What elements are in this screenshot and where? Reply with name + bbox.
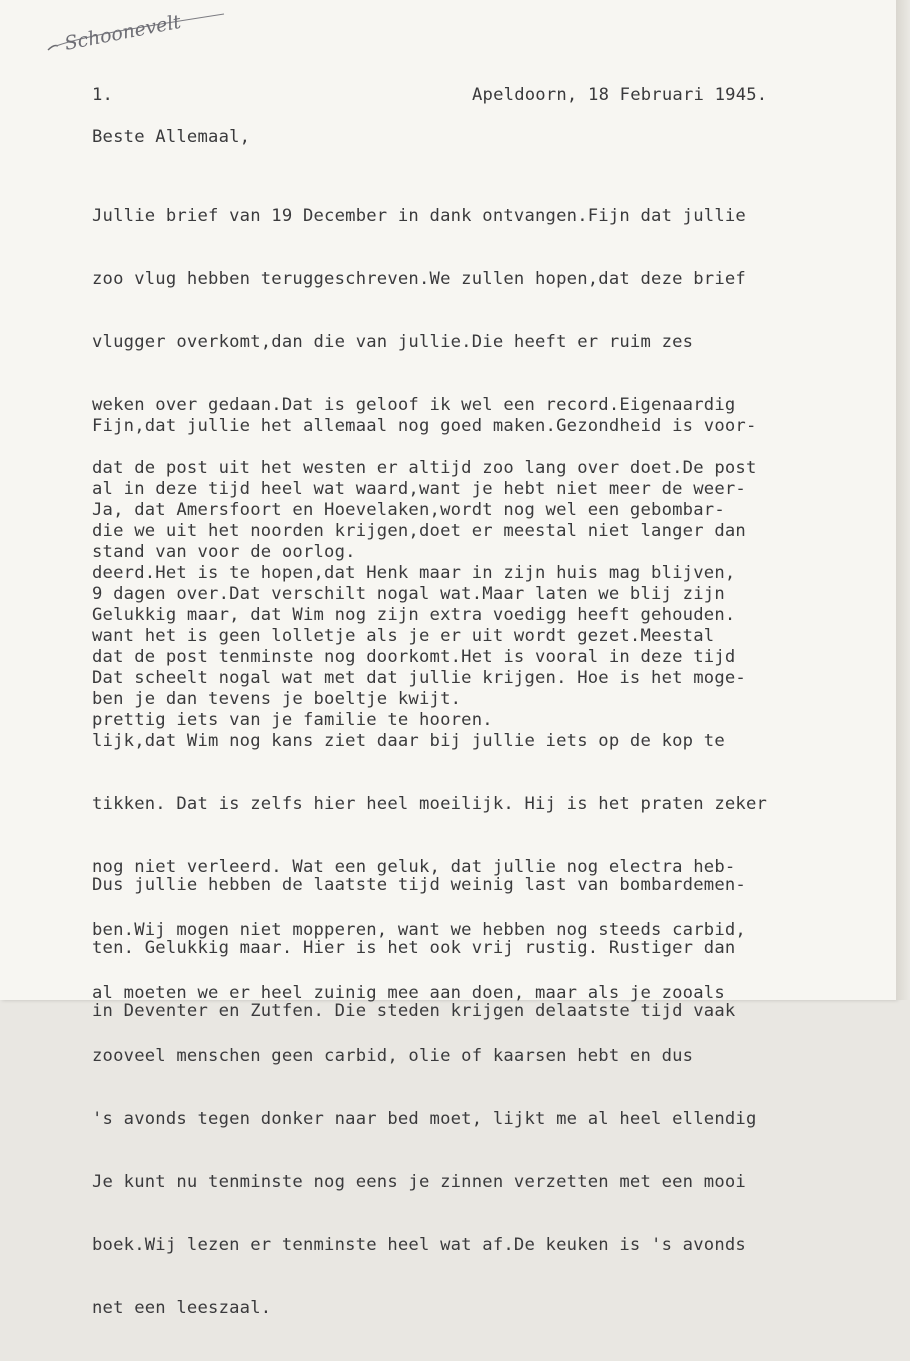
text-line: Je kunt nu tenminste nog eens je zinnen verzetten met een mooi bbox=[92, 1172, 746, 1192]
pencil-annotation bbox=[44, 6, 244, 67]
text-line: net een leeszaal. bbox=[92, 1298, 272, 1318]
text-line: lijk,dat Wim nog kans ziet daar bij jullie iets op de kop te bbox=[92, 731, 725, 751]
text-line: die we uit het noorden krijgen,doet er meestal niet langer dan bbox=[92, 521, 746, 541]
text-line: Ja, dat Amersfoort en Hoevelaken,wordt nog wel een gebombar- bbox=[92, 500, 725, 520]
text-line: ben.Wij mogen niet mopperen, want we hebben nog steeds carbid, bbox=[92, 920, 746, 940]
salutation: Beste Allemaal, bbox=[92, 127, 251, 147]
text-line: in Deventer en Zutfen. Die steden krijgen delaatste tijd vaak bbox=[92, 1001, 736, 1021]
text-line: want het is geen lolletje als je er uit wordt gezet.Meestal bbox=[92, 626, 715, 646]
text-line: ben je dan tevens je boeltje kwijt. bbox=[92, 689, 462, 709]
text-line: 9 dagen over.Dat verschilt nogal wat.Maar laten we blij zijn bbox=[92, 584, 725, 604]
text-line: 's avonds tegen donker naar bed moet, lijkt me al heel ellendig bbox=[92, 1109, 757, 1129]
place-date: Apeldoorn, 18 Februari 1945. bbox=[472, 85, 768, 105]
page-number: 1. bbox=[92, 85, 114, 105]
text-line: dat de post uit het westen er altijd zoo lang over doet.De post bbox=[92, 458, 757, 478]
pencil-signature-drawing bbox=[44, 6, 244, 62]
text-line: tikken. Dat is zelfs hier heel moeilijk. Hij is het praten zeker bbox=[92, 794, 768, 814]
text-line: zooveel menschen geen carbid, olie of kaarsen hebt en dus bbox=[92, 1046, 694, 1066]
text-line: prettig iets van je familie te hooren. bbox=[92, 710, 493, 730]
text-line: Dus jullie hebben de laatste tijd weinig last van bombardemen- bbox=[92, 875, 746, 895]
text-line: nog niet verleerd. Wat een geluk, dat jullie nog electra heb- bbox=[92, 857, 736, 877]
text-line: Jullie brief van 19 December in dank ontvangen.Fijn dat jullie bbox=[92, 206, 746, 226]
pencil-note-text: Schoonevelt bbox=[62, 10, 183, 55]
page-edge bbox=[896, 0, 910, 1000]
text-line: zoo vlug hebben teruggeschreven.We zullen hopen,dat deze brief bbox=[92, 269, 746, 289]
text-line: stand van voor de oorlog. bbox=[92, 542, 356, 562]
paragraph-5 bbox=[92, 833, 746, 1064]
text-line: Fijn,dat jullie het allemaal nog goed maken.Gezondheid is voor- bbox=[92, 416, 757, 436]
text-line: Dat scheelt nogal wat met dat jullie krijgen. Hoe is het moge- bbox=[92, 668, 746, 688]
text-line: dat de post tenminste nog doorkomt.Het is vooral in deze tijd bbox=[92, 647, 736, 667]
text-line: boek.Wij lezen er tenminste heel wat af.De keuken is 's avonds bbox=[92, 1235, 746, 1255]
text-line: al in deze tijd heel wat waard,want je hebt niet meer de weer- bbox=[92, 479, 746, 499]
text-line: al moeten we er heel zuinig mee aan doen, maar als je zooals bbox=[92, 983, 725, 1003]
text-line: weken over gedaan.Dat is geloof ik wel een record.Eigenaardig bbox=[92, 395, 736, 415]
text-line: vlugger overkomt,dan die van jullie.Die heeft er ruim zes bbox=[92, 332, 694, 352]
text-line: ten. Gelukkig maar. Hier is het ook vrij rustig. Rustiger dan bbox=[92, 938, 736, 958]
text-line: Gelukkig maar, dat Wim nog zijn extra voedigg heeft gehouden. bbox=[92, 605, 736, 625]
text-line: deerd.Het is te hopen,dat Henk maar in zijn huis mag blijven, bbox=[92, 563, 736, 583]
